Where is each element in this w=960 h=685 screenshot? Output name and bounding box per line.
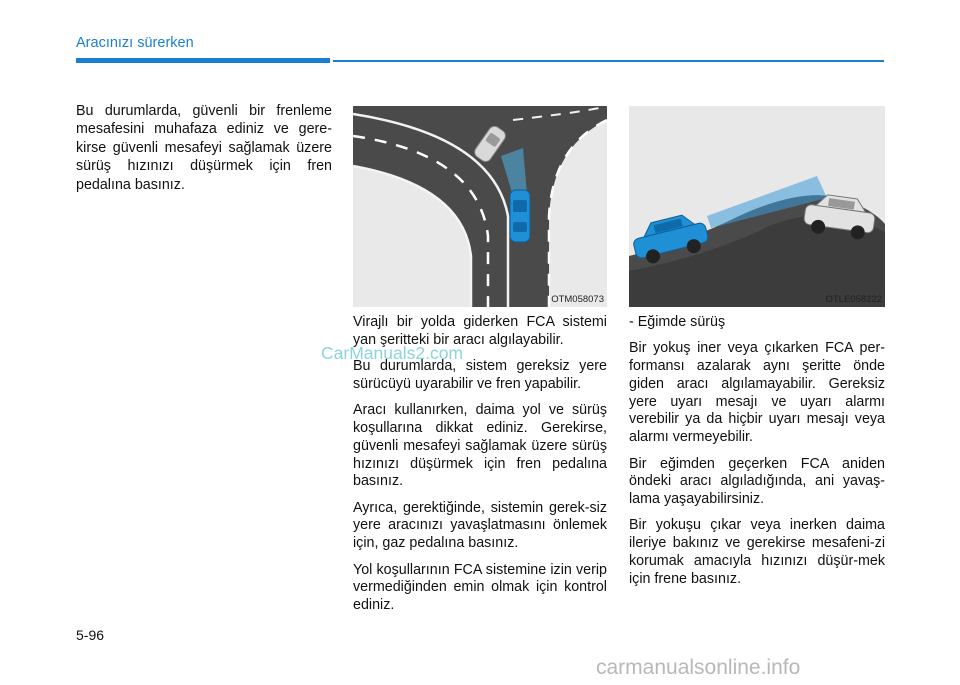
- figure-hill-slope: [629, 106, 885, 307]
- section-title: Aracınızı sürerken: [76, 35, 194, 51]
- figure-curved-road: [353, 106, 607, 307]
- column2-paragraph: Ayrıca, gerektiğinde, sistemin gerek-siz yere aracınızı yavaşlatmasını önlemek için, gaz pedalına basınız.: [353, 499, 607, 552]
- column3-paragraph: Bir eğimden geçerken FCA aniden öndeki aracı algıladığında, ani yavaş-lama yaşayabilirsiniz.: [629, 455, 885, 508]
- column3-paragraph: Bir yokuş iner veya çıkarken FCA per-formansı azalarak aynı şeritte önde giden aracı algılamayabilir. Gereksiz yere uyarı mesajı ve uyarı alarmı verebilir ya da hiçbir uyarı mesajı veya alarmı vermeyebilir.: [629, 340, 885, 446]
- column2-paragraph: Bu durumlarda, sistem gereksiz yere sürücüyü uyarabilir ve fren yapabilir.: [353, 358, 607, 392]
- column2-paragraph: Yol koşullarının FCA sistemine izin verip vermediğinden emin olmak için kontrol ediniz.: [353, 561, 607, 614]
- watermark-site: carmanualsonline.info: [596, 656, 801, 679]
- column2-paragraph: Aracı kullanırken, daima yol ve sürüş koşullarına dikkat ediniz. Gerekirse, güvenli mesafeyi sağlamak üzere sürüş hızınızı düşürmek için fren pedalına basınız.: [353, 402, 607, 490]
- figure1-code: OTM058073: [551, 294, 604, 305]
- column3-paragraph: Bir yokuşu çıkar veya inerken daima ileriye bakınız ve gerekirse mesafeni-zi korumak amacıyla hızınızı düşür-mek için frene basınız.: [629, 517, 885, 587]
- header-rule-thin: [333, 60, 884, 62]
- header-rule-thick: [76, 58, 330, 63]
- column3-subheading: - Eğimde sürüş: [629, 314, 726, 330]
- column3-text: [629, 314, 885, 597]
- watermark-carmanuals: CarManuals2.com: [321, 343, 463, 363]
- hill-slope-fca-illustration: [629, 106, 885, 307]
- column2-paragraph: Virajlı bir yolda giderken FCA sistemi yan şeritteki bir aracı algılayabilir.: [353, 314, 607, 348]
- curved-road-fca-illustration: [353, 106, 607, 307]
- page-number: 5-96: [76, 627, 105, 643]
- figure2-code: OTLE058222: [825, 294, 882, 305]
- column1-paragraph: Bu durumlarda, güvenli bir frenleme mesafesini muhafaza ediniz ve gere-kirse güvenli mesafeyi sağlamak üzere sürüş hızınızı düşürmek için fren pedalına basınız.: [76, 103, 332, 193]
